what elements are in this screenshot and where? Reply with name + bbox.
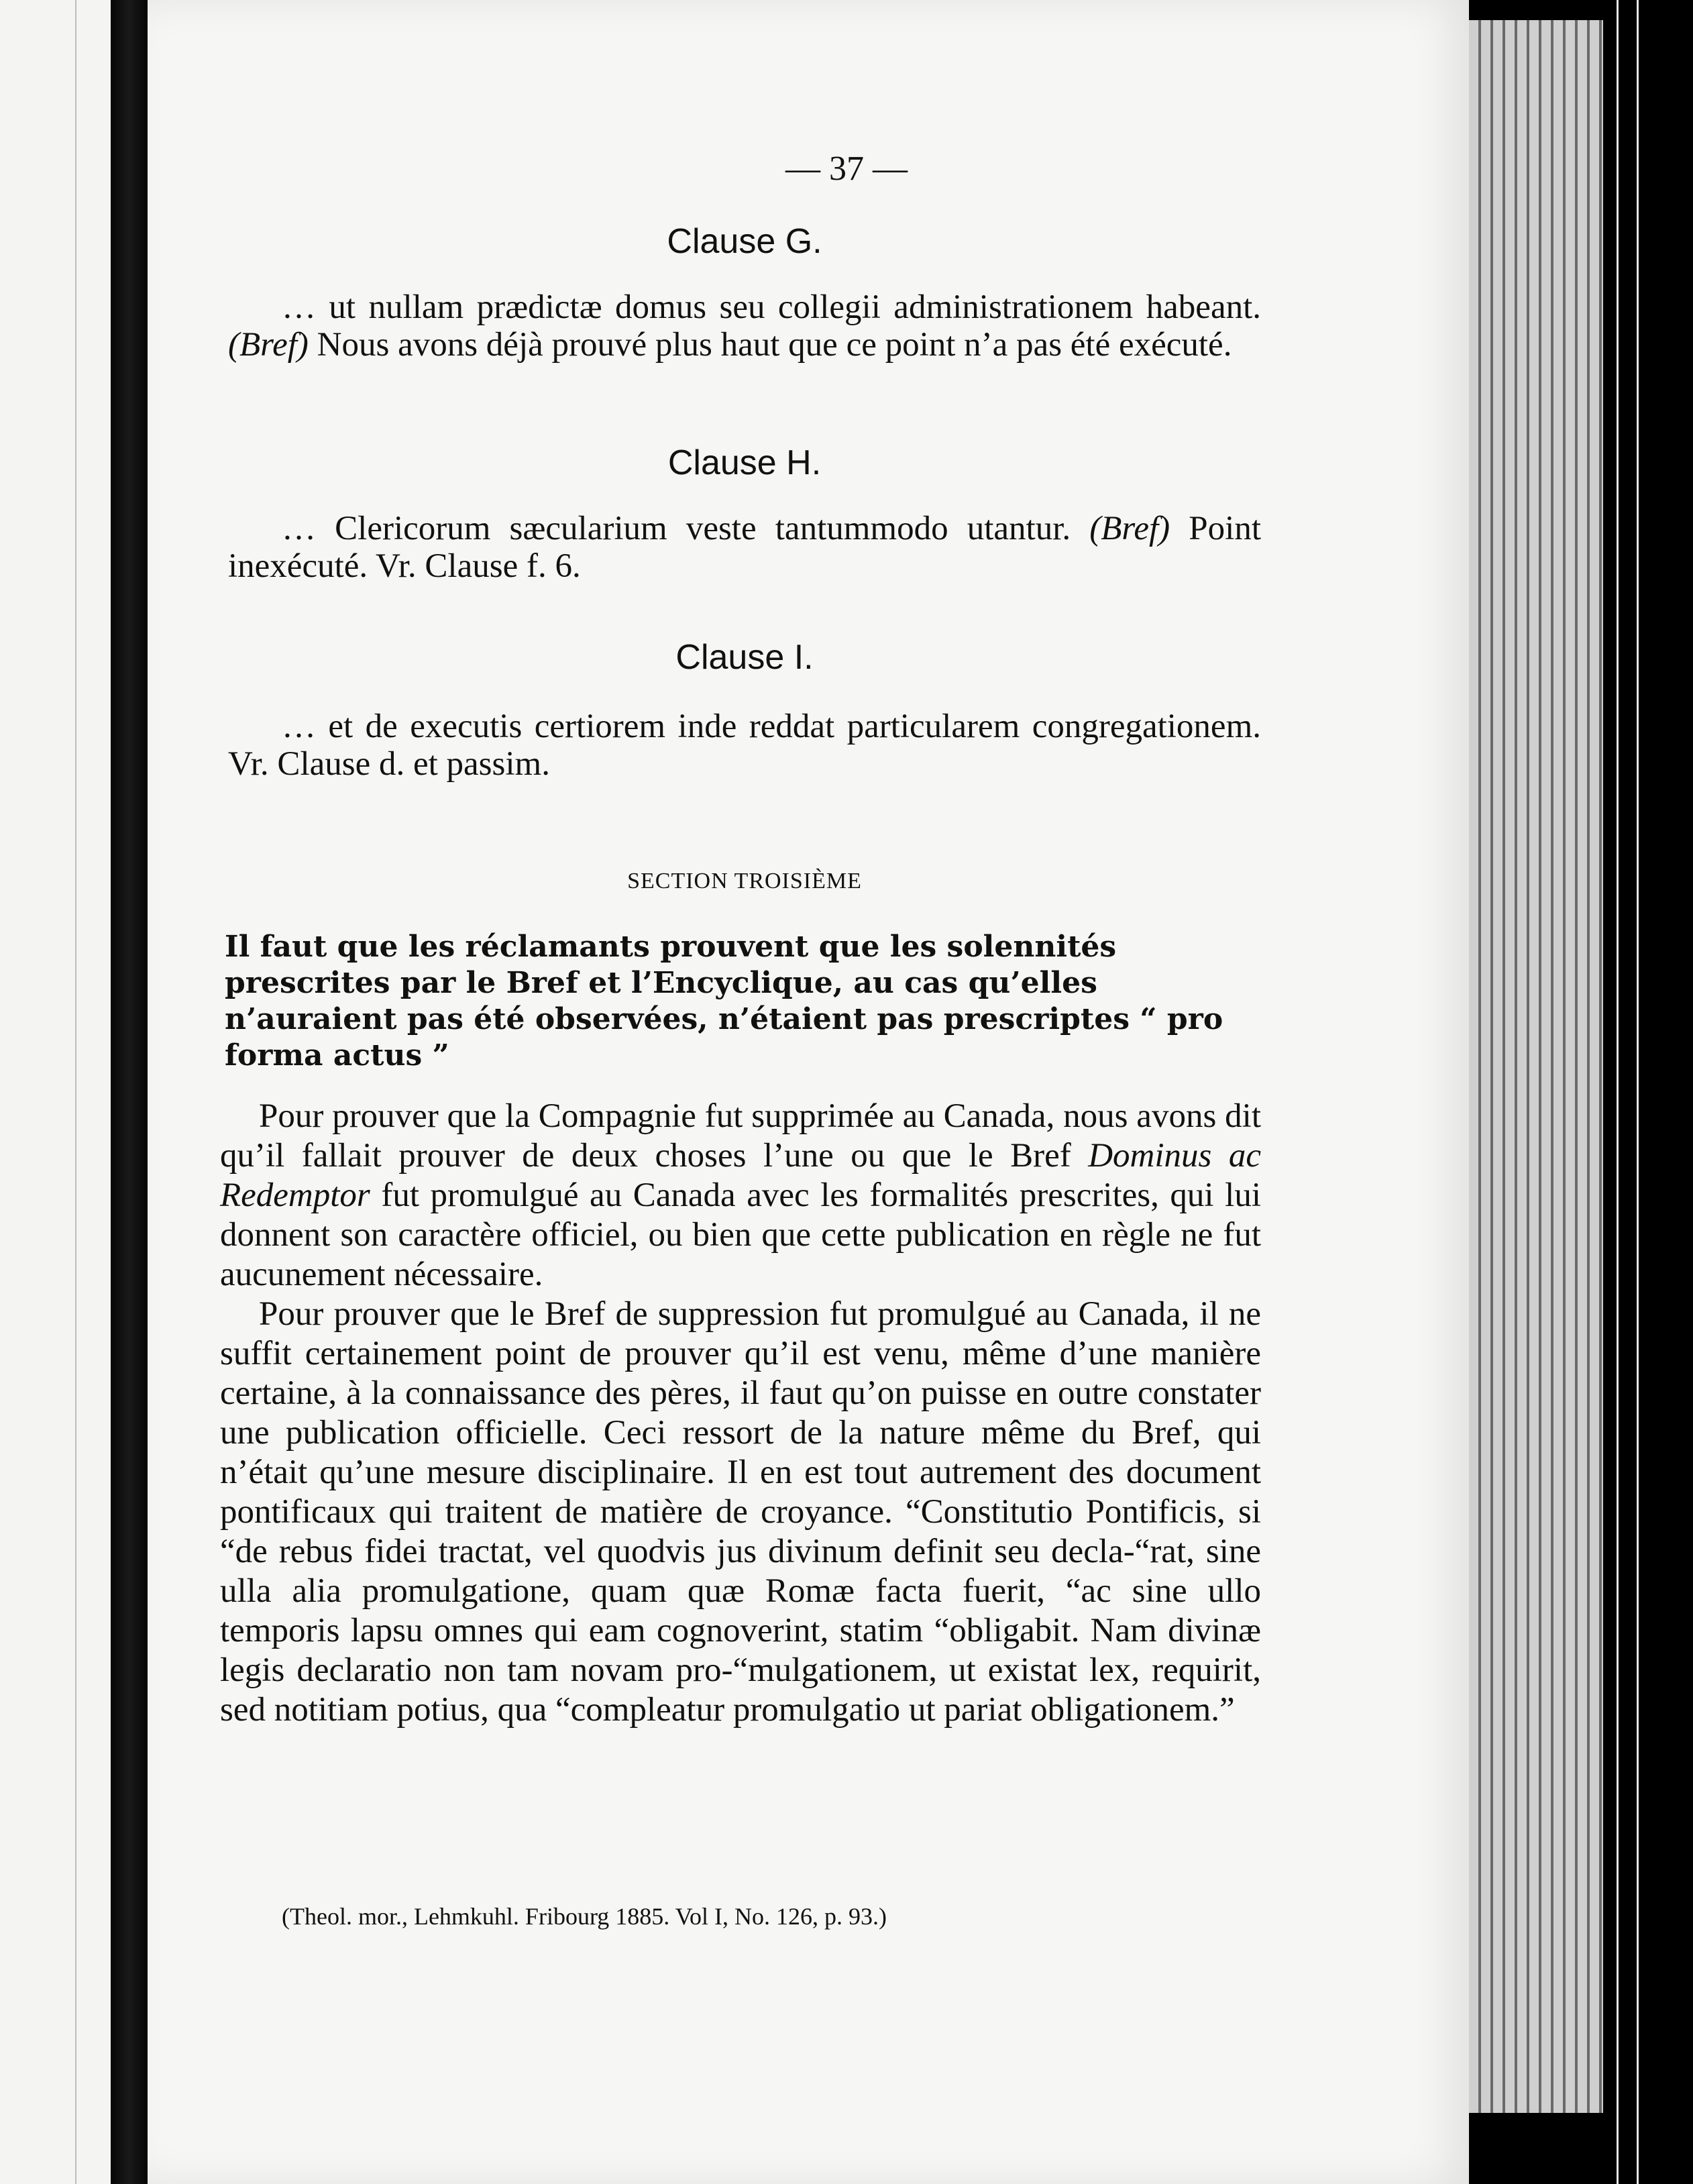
body-paragraph-1	[220, 1097, 1261, 1295]
footnote: (Theol. mor., Lehmkuhl. Fribourg 1885. Vol I, No. 126, p. 93.)	[282, 1903, 887, 1930]
clause-g-text-italic: (Bref)	[228, 326, 309, 364]
section-heading: Il faut que les réclamants prouvent que les solennités prescrites par le Bref et l’Encyclique, au cas qu’elles n’auraient pas été observées, n’étaient pas prescriptes “ pro forma actus ”	[225, 930, 1223, 1073]
page-number: — 37 —	[785, 150, 908, 188]
clause-i-heading: Clause I.	[675, 638, 814, 677]
section-label: SECTION TROISIÈME	[627, 869, 862, 893]
book-gutter	[111, 0, 148, 2184]
clause-h-text-b: Point inexécuté. Vr. Clause f. 6.	[228, 510, 1262, 585]
facing-page-edge	[0, 0, 111, 2184]
page-edge-line	[1637, 0, 1639, 2184]
clause-g-text-a: … ut nullam prædictæ domus seu collegii administrationem habeant.	[282, 288, 1261, 326]
clause-h-heading: Clause H.	[667, 443, 822, 482]
clause-i-text	[228, 708, 1261, 783]
clause-h-text-italic: (Bref)	[1089, 510, 1170, 547]
page-edges	[1469, 20, 1603, 2113]
clause-g-heading: Clause G.	[667, 222, 822, 261]
clause-h-text-a: … Clericorum sæcularium veste tantummodo utantur.	[282, 510, 1090, 547]
facing-page-rule	[75, 0, 76, 2184]
clause-h-text	[228, 510, 1261, 585]
clause-i-text-a: … et de executis certiorem inde reddat particularem congregationem. Vr. Clause d. et passim.	[228, 708, 1261, 783]
body-paragraph-2: Pour prouver que le Bref de suppression fut promulgué au Canada, il ne suffit certainement point de prouver qu’il est venu, même d’une manière certaine, à la connaissance des pères, il faut qu’on puisse en outre constater une publication officielle. Ceci ressort de la nature même du Bref, qui n’était qu’une mesure disciplinaire. Il en est tout autrement des document pontificaux qui traitent de matière de croyance. “Constitutio Pontificis, si “de rebus fidei tractat, vel quodvis jus divinum definit seu decla-“rat, sine ulla alia promulgatione, quam quæ Romæ facta fuerit, “ac sine ullo temporis lapsu omnes qui eam cognoverint, statim “obligabit. Nam divinæ legis declaratio non tam novam pro-“mulgationem, ut existat lex, requirit, sed notitiam potius, qua “compleatur promulgatio ut pariat obligationem.”	[220, 1295, 1261, 1729]
body-p1-b: fut promulgué au Canada avec les formalités prescrites, qui lui donnent son caractère officiel, ou bien que cette publication en règle ne fut aucunement nécessaire.	[220, 1177, 1261, 1293]
clause-g-text-b: Nous avons déjà prouvé plus haut que ce point n’a pas été exécuté.	[308, 326, 1232, 364]
body-text	[220, 1097, 1261, 1730]
body-p1-a: Pour prouver que la Compagnie fut supprimée au Canada, nous avons dit qu’il fallait prouver de deux choses l’une ou que le Bref	[220, 1097, 1261, 1175]
body-p1-italic: Dominus ac Redemptor	[220, 1137, 1261, 1214]
page-edge-line	[1617, 0, 1619, 2184]
clause-g-text	[228, 288, 1261, 364]
